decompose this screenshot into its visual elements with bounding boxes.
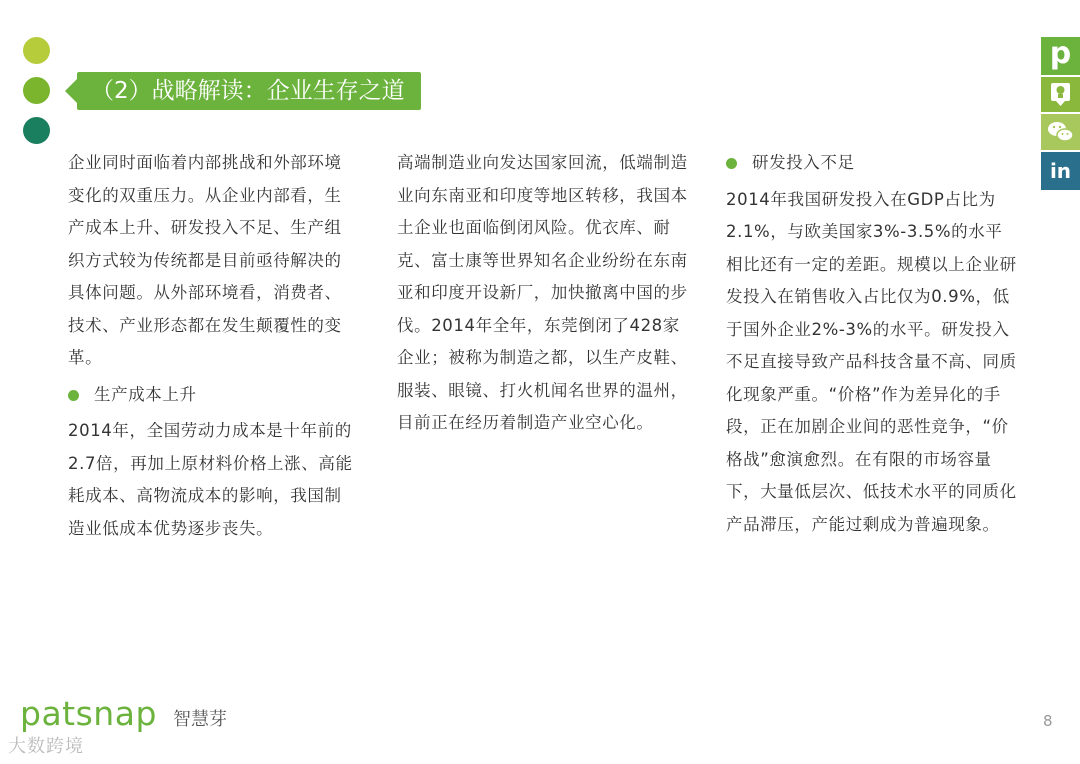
patsnap-p-icon[interactable] [1041, 37, 1080, 75]
column-2 [397, 147, 692, 440]
patsnap-logo-cn: 智慧芽 [173, 709, 227, 730]
bullet-heading-rd: 研发投入不足 [726, 147, 1018, 180]
page-title: （2）战略解读：企业生存之道 [77, 72, 421, 110]
decor-dot-3 [23, 117, 50, 144]
watermark: 大数跨境 [8, 736, 84, 757]
wechat-icon[interactable] [1041, 114, 1080, 150]
bullet-heading-cost: 生产成本上升 [68, 379, 358, 412]
lightbulb-icon[interactable] [1041, 77, 1080, 112]
patsnap-logo: patsnap [20, 694, 157, 733]
relocation-paragraph: 高端制造业向发达国家回流，低端制造业向东南亚和印度等地区转移，我国本土企业也面临倒闭风险。优衣库、耐克、富士康等世界知名企业纷纷在东南亚和印度开设新厂，加快撤离中国的步伐。2014年全年，东莞倒闭了428家企业；被称为制造之都，以生产皮鞋、服装、眼镜、打火机闻名世界的温州，目前正在经历着制造产业空心化。 [397, 153, 688, 432]
rd-paragraph: 2014年我国研发投入在GDP占比为2.1%，与欧美国家3%-3.5%的水平相比还有一定的差距。规模以上企业研发投入在销售收入占比仅为0.9%，低于国外企业2%-3%的水平。研发投入不足直接导致产品科技含量不高、同质化现象严重。“价格”作为差异化的手段，正在加剧企业间的恶性竞争，“价格战”愈演愈烈。在有限的市场容量下，大量低层次、低技术水平的同质化产品滞压，产能过剩成为普遍现象。 [726, 189, 1017, 534]
column-1 [68, 147, 358, 545]
wechat-svg [1041, 114, 1080, 150]
patsnap-p-label: p [1049, 36, 1072, 71]
linkedin-icon[interactable] [1041, 152, 1080, 190]
column-3 [726, 147, 1018, 541]
decor-dot-2 [23, 77, 50, 104]
decor-dot-1 [23, 37, 50, 64]
page-number: 8 [1043, 712, 1053, 730]
lightbulb-svg [1041, 77, 1080, 112]
cost-paragraph: 2014年，全国劳动力成本是十年前的2.7倍，再加上原材料价格上涨、高能耗成本、高物流成本的影响，我国制造业低成本优势逐步丧失。 [68, 421, 353, 538]
intro-paragraph: 企业同时面临着内部挑战和外部环境变化的双重压力。从企业内部看，生产成本上升、研发投入不足、生产组织方式较为传统都是目前亟待解决的具体问题。从外部环境看，消费者、技术、产业形态都在发生颠覆性的变革。 [68, 153, 342, 367]
linkedin-label: in [1049, 159, 1072, 183]
